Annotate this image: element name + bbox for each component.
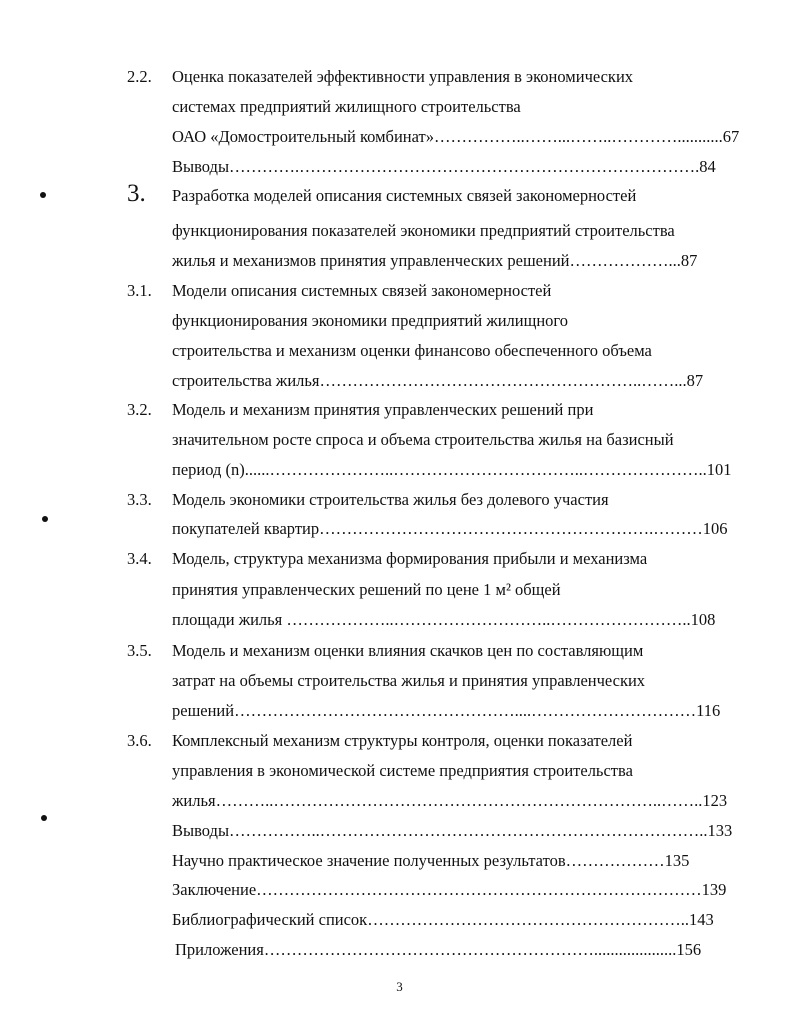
- toc-number: 2.2.: [127, 67, 152, 86]
- toc-entry-line: функционирования экономики предприятий жилищного: [172, 311, 568, 330]
- toc-entry-line: Выводы……………..……………………………………………………………..133: [172, 821, 733, 840]
- toc-entry-line: Приложения……………………………………………………....................156: [175, 940, 702, 959]
- toc-number: 3.4.: [127, 549, 152, 568]
- toc-entry-line: Выводы………….……………………………………………………………….84: [172, 157, 716, 176]
- toc-entry-line: строительства и механизм оценки финансово обеспеченного объема: [172, 341, 652, 360]
- toc-entry-line: значительном росте спроса и объема строительства жилья на базисный: [172, 430, 674, 449]
- toc-entry-line: принятия управленческих решений по цене 1 м² общей: [172, 580, 561, 599]
- toc-number: 3.3.: [127, 490, 152, 509]
- toc-entry-line: период (n)......…………………..……………………………..…………………..101: [172, 460, 732, 479]
- toc-number: 3.2.: [127, 400, 152, 419]
- toc-number: 3.5.: [127, 641, 152, 660]
- toc-number: 3.1.: [127, 281, 152, 300]
- toc-entry-line: строительства жилья…………………………………………………..……...87: [172, 371, 704, 390]
- toc-number: 3.6.: [127, 731, 152, 750]
- toc-entry-line: жилья и механизмов принятия управленческих решений………………...87: [172, 251, 698, 270]
- toc-entry-line: Заключение………………………………………………………………………139: [172, 880, 727, 899]
- toc-entry-line: системах предприятий жилищного строительства: [172, 97, 521, 116]
- toc-entry-line: площади жилья ………………..………………………..……………………..108: [172, 610, 716, 629]
- toc-entry-line: управления в экономической системе предприятия строительства: [172, 761, 633, 780]
- toc-entry-line: решений……………………………………………....…………………………116: [172, 701, 721, 720]
- toc-entry-line: Разработка моделей описания системных связей закономерностей: [172, 186, 637, 205]
- toc-entry-line: Научно практическое значение полученных результатов………………135: [172, 851, 690, 870]
- margin-mark: [41, 815, 47, 821]
- toc-entry-line: Комплексный механизм структуры контроля, оценки показателей: [172, 731, 633, 750]
- toc-entry-line: Модель экономики строительства жилья без долевого участия: [172, 490, 609, 509]
- toc-entry-line: функционирования показателей экономики предприятий строительства: [172, 221, 675, 240]
- toc-entry-line: Оценка показателей эффективности управления в экономических: [172, 67, 634, 86]
- toc-entry-line: жилья………..……………………………………………………………..……..123: [172, 791, 728, 810]
- page-number: 3: [396, 979, 403, 994]
- margin-mark: [40, 192, 46, 198]
- toc-entry-line: покупателей квартир…………………………………………………….………106: [172, 519, 728, 538]
- toc-entry-line: Модель и механизм принятия управленческих решений при: [172, 400, 594, 419]
- margin-mark: [42, 516, 48, 522]
- toc-entry-line: затрат на объемы строительства жилья и принятия управленческих: [172, 671, 646, 690]
- toc-entry-line: Модели описания системных связей закономерностей: [172, 281, 552, 300]
- toc-entry-line: Модель, структура механизма формирования прибыли и механизма: [172, 549, 648, 568]
- toc-entry-line: ОАО «Домостроительный комбинат»……………..……...……..…………...........67: [172, 127, 740, 146]
- toc-entry-line: Библиографический список…………………………………………………..143: [172, 910, 714, 929]
- toc-entry-line: Модель и механизм оценки влияния скачков цен по составляющим: [172, 641, 644, 660]
- toc-number: 3.: [127, 180, 146, 207]
